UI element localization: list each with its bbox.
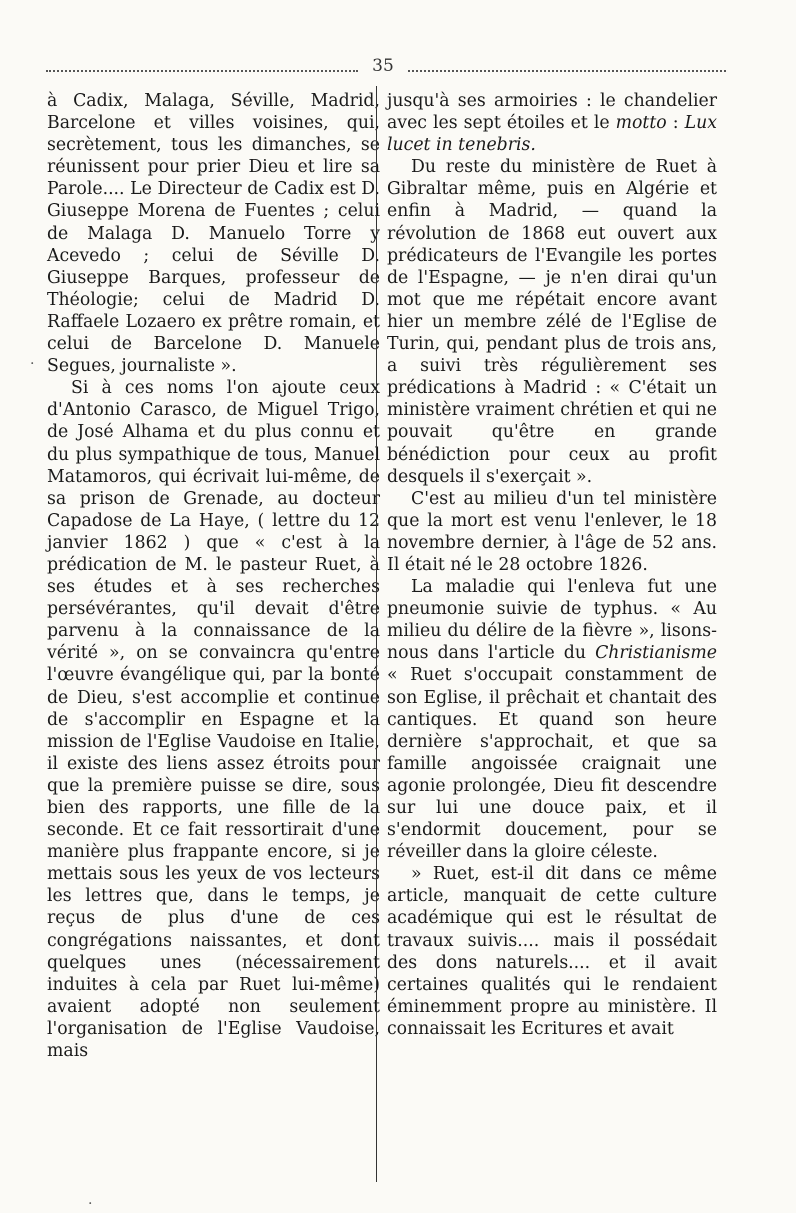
margin-dot-mark: . <box>30 352 35 368</box>
right-column <box>387 90 717 1040</box>
death-account-text: « Ruet s'occupait constamment de son Eglise, il prêchait et chantait des cantiques. Et quand son heure dernière s'approchait, et que sa famille angoissée craignait une agonie prolongée, Dieu fit descendre sur lui une douce paix, et il s'endormit doucement, pour se réveiller dans la gloire céleste. <box>387 665 717 863</box>
header-rule-left <box>46 70 358 72</box>
christianisme-title: Christianisme <box>595 643 717 664</box>
header-rule-right <box>408 70 726 72</box>
right-paragraph-2: Du reste du ministère de Ruet à Gibraltar même, puis en Algérie et enfin à Madrid, — quand la révolution de 1868 eut ouvert aux prédicateurs de l'Evangile les portes de l'Espagne, — je n'en dirai qu'un mot que me répétait encore avant hier un membre zélé de l'Eglise de Turin, qui, pendant plus de trois ans, a suivi très régulièrement ses prédications à Madrid : « C'était un ministère vraiment chrétien et qui ne pouvait qu'être en grande bénédiction pour ceux au profit desquels il s'exerçait ». <box>387 157 717 487</box>
right-paragraph-5: » Ruet, est-il dit dans ce même article, manquait de cette culture académique qui est le résultat de travaux suivis.... mais il possédait des dons naturels.... et il avait certaines qualités qui le rendaient éminemment propre au ministère. Il connaissait les Ecritures et avait <box>387 864 717 1039</box>
right-paragraph-1 <box>387 90 717 156</box>
motto-colon: : <box>666 113 685 134</box>
right-paragraph-4 <box>387 576 717 863</box>
right-paragraph-3: C'est au milieu d'un tel ministère que la mort est venu l'enlever, le 18 novembre dernier, à l'âge de 52 ans. Il était né le 28 octobre 1826. <box>387 488 717 575</box>
left-paragraph-2: Si à ces noms l'on ajoute ceux d'Antonio Carasco, de Miguel Trigo, de José Alhama et du plus connu et du plus sympathique de tous, Manuel Matamoros, qui écrivait lui-même, de sa prison de Grenade, au docteur Capadose de La Haye, ( lettre du 12 janvier 1862 ) que « c'est à la prédication de M. le pasteur Ruet, à ses études et à ses recherches persévérantes, qu'il devait d'être parvenu à la connaissance de la vérité », on se convaincra qu'entre l'œuvre évangélique qui, par la bonté de Dieu, s'est accomplie et continue de s'accomplir en Espagne et la mission de l'Eglise Vaudoise en Italie, il existe des liens assez étroits pour que la première puisse se dire, sous bien des rapports, une fille de la seconde. Et ce fait ressortirait d'une manière plus frappante encore, si je mettais sous les yeux de vos lecteurs les lettres que, dans le temps, je reçus de plus d'une de ces congrégations naissantes, et dont quelques unes (nécessairement induites à cela par Ruet lui-même) avaient adopté non seulement l'organisation de l'Eglise Vaudoise, mais <box>47 378 380 1062</box>
left-paragraph-1: à Cadix, Malaga, Séville, Madrid, Barcelone et villes voisines, qui, secrètement, tous les dimanches, se réunissent pour prier Dieu et lire sa Parole.... Le Directeur de Cadix est D. Giuseppe Morena de Fuentes ; celui de Malaga D. Manuelo Torre y Acevedo ; celui de Séville D. Giuseppe Barques, professeur de Théologie; celui de Madrid D. Raffaele Lozaero ex prêtre romain, et celui de Barcelone D. Manuele Segues, journaliste ». <box>47 91 380 377</box>
page-number: 35 <box>372 56 394 76</box>
latin-motto: Lux lucet in tenebris. <box>387 113 717 156</box>
armoiries-text: jusqu'à ses armoiries : le chandelier avec les sept étoiles et le <box>387 91 717 134</box>
column-divider <box>376 86 377 1182</box>
illness-text: La maladie qui l'enleva fut une pneumonie suivie de typhus. « Au milieu du délire de la fièvre », lisons-nous dans l'article du <box>387 577 717 664</box>
page-header <box>46 56 726 80</box>
left-column <box>47 90 380 1062</box>
bottom-ink-speck: . <box>88 1192 93 1208</box>
motto-word: motto <box>615 113 667 134</box>
